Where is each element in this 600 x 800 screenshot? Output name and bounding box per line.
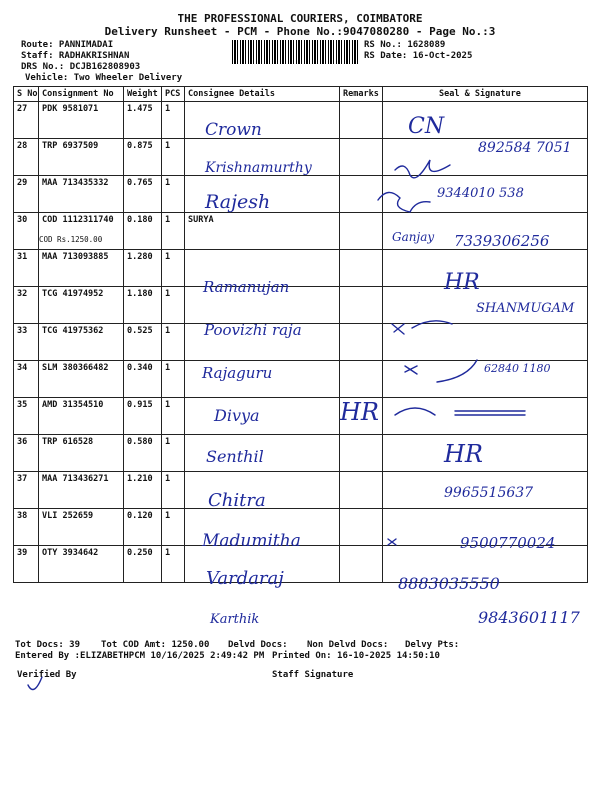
row-pcs: 1: [162, 176, 185, 213]
staff-label: Staff: RADHAKRISHNAN: [21, 51, 130, 61]
drs-label: DRS No.: DCJB162808903: [21, 62, 141, 72]
row-weight: 0.915: [124, 398, 162, 435]
row-pcs: 1: [162, 472, 185, 509]
row-sno: 33: [14, 324, 39, 361]
rs-number: RS No.: 1628089: [364, 40, 446, 50]
handwritten-name: Chitra: [208, 490, 266, 511]
handwritten-name: Crown: [205, 120, 262, 140]
handwritten-signature: 9344010 538: [437, 186, 524, 201]
row-pcs: 1: [162, 324, 185, 361]
row-sno: 31: [14, 250, 39, 287]
row-pcs: 1: [162, 546, 185, 583]
row-consignment: MAA 713093885: [39, 250, 124, 287]
row-consignment: TCG 41974952: [39, 287, 124, 324]
row-weight: 1.180: [124, 287, 162, 324]
handwritten-name: Ramanujan: [203, 278, 290, 296]
row-pcs: 1: [162, 250, 185, 287]
row-pcs: 1: [162, 139, 185, 176]
handwritten-name: Poovizhi raja: [204, 321, 302, 339]
printed-on: Printed On: 16-10-2025 14:50:10: [272, 651, 440, 661]
handwritten-name: Karthik: [210, 612, 260, 627]
total-cod-amount: Tot COD Amt: 1250.00: [101, 640, 210, 650]
row-consignment: TRP 616528: [39, 435, 124, 472]
cod-amount-note: COD Rs.1250.00: [39, 235, 103, 244]
company-title: THE PROFESSIONAL COURIERS, COIMBATORE: [177, 12, 423, 25]
handwritten-signature: 892584 7051: [478, 140, 572, 156]
handwritten-signature: HR: [340, 398, 379, 426]
staff-signature-label: Staff Signature: [272, 670, 354, 680]
row-consignment: TRP 6937509: [39, 139, 124, 176]
row-pcs: 1: [162, 102, 185, 139]
handwritten-signature: Ganjay: [392, 230, 435, 244]
row-consignee: SURYA: [185, 213, 340, 250]
row-weight: 0.580: [124, 435, 162, 472]
col-header-consignment: Consignment No: [39, 87, 124, 102]
vehicle-label: Vehicle: Two Wheeler Delivery: [25, 73, 183, 83]
handwritten-name: Madumitha: [202, 531, 301, 551]
handwritten-signature: CN: [408, 114, 445, 139]
row-pcs: 1: [162, 213, 185, 250]
row-weight: 0.340: [124, 361, 162, 398]
row-weight: 1.210: [124, 472, 162, 509]
handwritten-name: Vardaraj: [206, 568, 284, 589]
handwritten-signature: SHANMUGAM: [476, 301, 575, 316]
handwritten-signature: 8883035550: [398, 574, 500, 593]
route-label: Route: PANNIMADAI: [21, 40, 114, 50]
row-consignment: OTY 3934642: [39, 546, 124, 583]
delivery-points: Delvy Pts:: [405, 640, 460, 650]
col-header-remarks: Remarks: [340, 87, 383, 102]
col-header-consignee: Consignee Details: [185, 87, 340, 102]
row-sno: 30: [14, 213, 39, 250]
row-weight: 0.875: [124, 139, 162, 176]
row-sno: 34: [14, 361, 39, 398]
row-sno: 38: [14, 509, 39, 546]
row-pcs: 1: [162, 509, 185, 546]
row-pcs: 1: [162, 398, 185, 435]
col-header-weight: Weight: [124, 87, 162, 102]
row-sno: 39: [14, 546, 39, 583]
handwritten-name: Divya: [214, 406, 260, 425]
handwritten-name: Senthil: [206, 447, 264, 466]
scribble-mark: [405, 360, 477, 382]
verified-by-label: Verified By: [17, 670, 77, 680]
handwritten-name: Krishnamurthy: [205, 160, 312, 176]
scribble-mark: [392, 321, 452, 334]
row-consignment: TCG 41975362: [39, 324, 124, 361]
row-weight: 1.475: [124, 102, 162, 139]
row-sno: 28: [14, 139, 39, 176]
scribble-mark: [395, 408, 525, 415]
row-consignment: MAA 713436271: [39, 472, 124, 509]
handwritten-signature: 9965515637: [444, 485, 534, 501]
scribble-mark: [388, 539, 396, 545]
handwritten-name: Rajaguru: [202, 364, 273, 382]
row-sno: 37: [14, 472, 39, 509]
handwritten-signature: 7339306256: [454, 232, 550, 250]
runsheet-title: Delivery Runsheet - PCM - Phone No.:9047080280 - Page No.:3: [104, 25, 496, 38]
handwritten-signature: HR: [444, 440, 483, 468]
entered-by: Entered By :ELIZABETHPCM 10/16/2025 2:49:42 PM: [15, 651, 265, 661]
row-pcs: 1: [162, 361, 185, 398]
row-consignment: COD 1112311740 COD Rs.1250.00: [39, 213, 124, 250]
non-delivered-docs: Non Delvd Docs:: [307, 640, 389, 650]
row-sno: 32: [14, 287, 39, 324]
row-sno: 27: [14, 102, 39, 139]
row-weight: 0.525: [124, 324, 162, 361]
handwritten-signature: HR: [444, 270, 480, 295]
handwritten-signature: 9500770024: [460, 534, 556, 552]
handwritten-name: Rajesh: [205, 191, 271, 213]
row-consignment: MAA 713435332: [39, 176, 124, 213]
row-consignment: AMD 31354510: [39, 398, 124, 435]
row-consignment: PDK 9581071: [39, 102, 124, 139]
total-docs: Tot Docs: 39: [15, 640, 81, 650]
row-consignment: VLI 252659: [39, 509, 124, 546]
col-header-signature: Seal & Signature: [383, 87, 588, 102]
row-sno: 35: [14, 398, 39, 435]
handwritten-signature: 62840 1180: [484, 362, 551, 375]
row-pcs: 1: [162, 287, 185, 324]
col-header-pcs: PCS: [162, 87, 185, 102]
rs-date: RS Date: 16-Oct-2025: [364, 51, 473, 61]
row-weight: 0.120: [124, 509, 162, 546]
row-weight: 0.180: [124, 213, 162, 250]
row-weight: 0.765: [124, 176, 162, 213]
scribble-mark: [395, 160, 450, 178]
handwritten-signature: 9843601117: [478, 608, 580, 627]
delivered-docs: Delvd Docs:: [228, 640, 288, 650]
row-weight: 1.280: [124, 250, 162, 287]
row-consignment: SLM 380366482: [39, 361, 124, 398]
row-pcs: 1: [162, 435, 185, 472]
scribble-mark: [378, 192, 430, 212]
row-sno: 36: [14, 435, 39, 472]
col-header-sno: S No: [14, 87, 39, 102]
row-weight: 0.250: [124, 546, 162, 583]
row-sno: 29: [14, 176, 39, 213]
